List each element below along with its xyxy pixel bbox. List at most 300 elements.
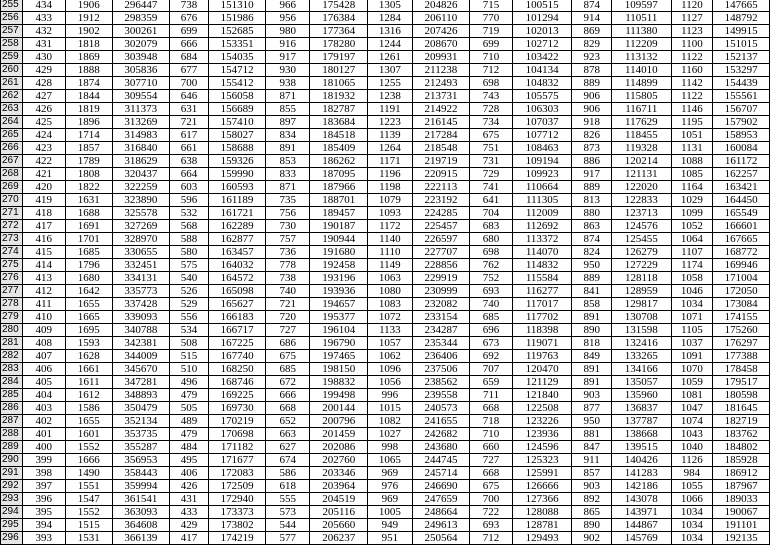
table-cell[interactable]: 101294 bbox=[512, 12, 572, 25]
table-cell[interactable]: 118455 bbox=[612, 129, 672, 142]
table-cell[interactable]: 1642 bbox=[65, 285, 113, 298]
table-cell[interactable]: 167665 bbox=[713, 233, 770, 246]
table-cell[interactable]: 417 bbox=[169, 532, 209, 545]
table-cell[interactable]: 1284 bbox=[368, 12, 413, 25]
table-cell[interactable]: 693 bbox=[470, 519, 513, 532]
table-cell[interactable]: 1085 bbox=[671, 168, 713, 181]
table-cell[interactable]: 966 bbox=[265, 0, 310, 12]
table-cell[interactable]: 496 bbox=[169, 376, 209, 389]
table-cell[interactable]: 903 bbox=[572, 389, 612, 402]
row-header-cell[interactable]: 263 bbox=[1, 103, 23, 116]
table-cell[interactable]: 889 bbox=[572, 272, 612, 285]
table-cell[interactable]: 185928 bbox=[713, 454, 770, 467]
table-cell[interactable]: 693 bbox=[470, 285, 513, 298]
table-cell[interactable]: 727 bbox=[470, 454, 513, 467]
table-cell[interactable]: 164572 bbox=[209, 272, 266, 285]
table-cell[interactable]: 163421 bbox=[713, 181, 770, 194]
table-cell[interactable]: 661 bbox=[169, 142, 209, 155]
table-cell[interactable]: 148792 bbox=[713, 12, 770, 25]
table-cell[interactable]: 540 bbox=[169, 272, 209, 285]
table-cell[interactable]: 664 bbox=[169, 168, 209, 181]
table-cell[interactable]: 415 bbox=[22, 246, 65, 259]
table-cell[interactable]: 1655 bbox=[65, 298, 113, 311]
table-cell[interactable]: 1091 bbox=[671, 350, 713, 363]
table-cell[interactable]: 125323 bbox=[512, 454, 572, 467]
table-cell[interactable]: 871 bbox=[265, 90, 310, 103]
table-cell[interactable]: 889 bbox=[572, 77, 612, 90]
table-cell[interactable]: 728 bbox=[470, 103, 513, 116]
table-cell[interactable]: 175428 bbox=[310, 0, 368, 12]
table-cell[interactable]: 698 bbox=[470, 77, 513, 90]
table-cell[interactable]: 881 bbox=[572, 428, 612, 441]
table-cell[interactable]: 203964 bbox=[310, 480, 368, 493]
table-cell[interactable]: 165098 bbox=[209, 285, 266, 298]
table-cell[interactable]: 151986 bbox=[209, 12, 266, 25]
table-cell[interactable]: 417 bbox=[22, 220, 65, 233]
table-cell[interactable]: 328970 bbox=[113, 233, 170, 246]
row-header-cell[interactable]: 288 bbox=[1, 428, 23, 441]
row-header-cell[interactable]: 293 bbox=[1, 493, 23, 506]
table-cell[interactable]: 238562 bbox=[412, 376, 470, 389]
table-cell[interactable]: 187966 bbox=[310, 181, 368, 194]
table-cell[interactable]: 707 bbox=[470, 363, 513, 376]
table-cell[interactable]: 950 bbox=[572, 259, 612, 272]
table-cell[interactable]: 1552 bbox=[65, 441, 113, 454]
table-cell[interactable]: 172050 bbox=[713, 285, 770, 298]
table-cell[interactable]: 1057 bbox=[368, 337, 413, 350]
table-cell[interactable]: 917 bbox=[265, 51, 310, 64]
table-cell[interactable]: 207426 bbox=[412, 25, 470, 38]
table-cell[interactable]: 1034 bbox=[671, 506, 713, 519]
table-cell[interactable]: 111305 bbox=[512, 194, 572, 207]
table-cell[interactable]: 318629 bbox=[113, 155, 170, 168]
table-cell[interactable]: 660 bbox=[470, 441, 513, 454]
table-cell[interactable]: 834 bbox=[265, 129, 310, 142]
table-cell[interactable]: 186262 bbox=[310, 155, 368, 168]
table-cell[interactable]: 730 bbox=[265, 220, 310, 233]
table-cell[interactable]: 209931 bbox=[412, 51, 470, 64]
table-cell[interactable]: 123226 bbox=[512, 415, 572, 428]
table-cell[interactable]: 218548 bbox=[412, 142, 470, 155]
table-cell[interactable]: 1238 bbox=[368, 90, 413, 103]
row-header-cell[interactable]: 272 bbox=[1, 220, 23, 233]
table-cell[interactable]: 429 bbox=[169, 519, 209, 532]
table-cell[interactable]: 711 bbox=[470, 389, 513, 402]
table-cell[interactable]: 227707 bbox=[412, 246, 470, 259]
table-cell[interactable]: 1146 bbox=[671, 103, 713, 116]
table-cell[interactable]: 580 bbox=[169, 246, 209, 259]
table-cell[interactable]: 196790 bbox=[310, 337, 368, 350]
table-cell[interactable]: 122020 bbox=[612, 181, 672, 194]
table-cell[interactable]: 419 bbox=[22, 194, 65, 207]
table-cell[interactable]: 112692 bbox=[512, 220, 572, 233]
table-cell[interactable]: 156689 bbox=[209, 103, 266, 116]
table-cell[interactable]: 177364 bbox=[310, 25, 368, 38]
table-cell[interactable]: 692 bbox=[470, 350, 513, 363]
row-header-cell[interactable]: 259 bbox=[1, 51, 23, 64]
table-cell[interactable]: 1070 bbox=[671, 363, 713, 376]
table-cell[interactable]: 155412 bbox=[209, 77, 266, 90]
table-cell[interactable]: 871 bbox=[265, 181, 310, 194]
table-cell[interactable]: 236406 bbox=[412, 350, 470, 363]
table-cell[interactable]: 666 bbox=[265, 389, 310, 402]
table-cell[interactable]: 121131 bbox=[612, 168, 672, 181]
table-cell[interactable]: 762 bbox=[470, 259, 513, 272]
table-cell[interactable]: 1015 bbox=[368, 402, 413, 415]
row-header-cell[interactable]: 258 bbox=[1, 38, 23, 51]
table-cell[interactable]: 140426 bbox=[612, 454, 672, 467]
table-cell[interactable]: 364608 bbox=[113, 519, 170, 532]
table-cell[interactable]: 813 bbox=[572, 194, 612, 207]
table-cell[interactable]: 891 bbox=[572, 311, 612, 324]
table-cell[interactable]: 1120 bbox=[671, 0, 713, 12]
table-cell[interactable]: 400 bbox=[22, 441, 65, 454]
table-cell[interactable]: 361541 bbox=[113, 493, 170, 506]
table-cell[interactable]: 778 bbox=[265, 259, 310, 272]
table-cell[interactable]: 108463 bbox=[512, 142, 572, 155]
table-cell[interactable]: 175260 bbox=[713, 324, 770, 337]
table-cell[interactable]: 111380 bbox=[612, 25, 672, 38]
table-cell[interactable]: 114832 bbox=[512, 259, 572, 272]
table-cell[interactable]: 544 bbox=[265, 519, 310, 532]
table-cell[interactable]: 398 bbox=[22, 467, 65, 480]
table-cell[interactable]: 668 bbox=[470, 402, 513, 415]
table-cell[interactable]: 618 bbox=[265, 480, 310, 493]
table-cell[interactable]: 113132 bbox=[612, 51, 672, 64]
table-cell[interactable]: 700 bbox=[470, 493, 513, 506]
table-cell[interactable]: 1191 bbox=[368, 103, 413, 116]
table-cell[interactable]: 309554 bbox=[113, 90, 170, 103]
table-cell[interactable]: 1034 bbox=[671, 532, 713, 545]
table-cell[interactable]: 172083 bbox=[209, 467, 266, 480]
table-cell[interactable]: 339093 bbox=[113, 311, 170, 324]
row-header-cell[interactable]: 281 bbox=[1, 337, 23, 350]
table-cell[interactable]: 923 bbox=[572, 51, 612, 64]
table-cell[interactable]: 683 bbox=[470, 220, 513, 233]
table-cell[interactable]: 116277 bbox=[512, 285, 572, 298]
table-cell[interactable]: 134166 bbox=[612, 363, 672, 376]
table-cell[interactable]: 526 bbox=[169, 285, 209, 298]
table-cell[interactable]: 303948 bbox=[113, 51, 170, 64]
table-cell[interactable]: 179197 bbox=[310, 51, 368, 64]
table-cell[interactable]: 1195 bbox=[671, 116, 713, 129]
table-cell[interactable]: 1515 bbox=[65, 519, 113, 532]
row-header-cell[interactable]: 290 bbox=[1, 454, 23, 467]
table-cell[interactable]: 345670 bbox=[113, 363, 170, 376]
table-cell[interactable]: 1072 bbox=[368, 311, 413, 324]
row-header-cell[interactable]: 271 bbox=[1, 207, 23, 220]
table-cell[interactable]: 171004 bbox=[713, 272, 770, 285]
table-cell[interactable]: 666 bbox=[169, 38, 209, 51]
table-cell[interactable]: 1888 bbox=[65, 64, 113, 77]
table-cell[interactable]: 1896 bbox=[65, 116, 113, 129]
table-cell[interactable]: 167740 bbox=[209, 350, 266, 363]
table-cell[interactable]: 1307 bbox=[368, 64, 413, 77]
table-cell[interactable]: 355287 bbox=[113, 441, 170, 454]
table-cell[interactable]: 168772 bbox=[713, 246, 770, 259]
row-header-cell[interactable]: 296 bbox=[1, 532, 23, 545]
table-cell[interactable]: 162877 bbox=[209, 233, 266, 246]
table-cell[interactable]: 132416 bbox=[612, 337, 672, 350]
table-cell[interactable]: 722 bbox=[470, 506, 513, 519]
table-cell[interactable]: 180598 bbox=[713, 389, 770, 402]
table-cell[interactable]: 672 bbox=[265, 376, 310, 389]
table-cell[interactable]: 409 bbox=[22, 324, 65, 337]
table-cell[interactable]: 735 bbox=[265, 194, 310, 207]
table-cell[interactable]: 880 bbox=[572, 207, 612, 220]
table-cell[interactable]: 195377 bbox=[310, 311, 368, 324]
table-cell[interactable]: 710 bbox=[470, 428, 513, 441]
table-cell[interactable]: 110511 bbox=[612, 12, 672, 25]
table-cell[interactable]: 212493 bbox=[412, 77, 470, 90]
table-cell[interactable]: 515 bbox=[169, 350, 209, 363]
table-cell[interactable]: 826 bbox=[572, 129, 612, 142]
table-cell[interactable]: 891 bbox=[572, 363, 612, 376]
table-cell[interactable]: 1695 bbox=[65, 324, 113, 337]
table-cell[interactable]: 433 bbox=[169, 506, 209, 519]
table-cell[interactable]: 237506 bbox=[412, 363, 470, 376]
table-cell[interactable]: 1688 bbox=[65, 207, 113, 220]
table-cell[interactable]: 307710 bbox=[113, 77, 170, 90]
table-cell[interactable]: 189457 bbox=[310, 207, 368, 220]
table-cell[interactable]: 204519 bbox=[310, 493, 368, 506]
row-header-cell[interactable]: 277 bbox=[1, 285, 23, 298]
table-cell[interactable]: 102712 bbox=[512, 38, 572, 51]
table-cell[interactable]: 214922 bbox=[412, 103, 470, 116]
table-cell[interactable]: 969 bbox=[368, 493, 413, 506]
table-cell[interactable]: 119763 bbox=[512, 350, 572, 363]
table-cell[interactable]: 340788 bbox=[113, 324, 170, 337]
table-cell[interactable]: 1055 bbox=[671, 480, 713, 493]
table-cell[interactable]: 677 bbox=[169, 64, 209, 77]
table-cell[interactable]: 1547 bbox=[65, 493, 113, 506]
table-cell[interactable]: 186912 bbox=[713, 467, 770, 480]
table-cell[interactable]: 1081 bbox=[671, 389, 713, 402]
table-cell[interactable]: 396 bbox=[22, 493, 65, 506]
table-cell[interactable]: 1255 bbox=[368, 77, 413, 90]
table-cell[interactable]: 314983 bbox=[113, 129, 170, 142]
table-cell[interactable]: 147665 bbox=[713, 0, 770, 12]
row-header-cell[interactable]: 257 bbox=[1, 25, 23, 38]
table-cell[interactable]: 120214 bbox=[612, 155, 672, 168]
table-cell[interactable]: 169946 bbox=[713, 259, 770, 272]
table-cell[interactable]: 176384 bbox=[310, 12, 368, 25]
table-cell[interactable]: 187095 bbox=[310, 168, 368, 181]
table-cell[interactable]: 1869 bbox=[65, 51, 113, 64]
table-cell[interactable]: 1043 bbox=[671, 428, 713, 441]
table-cell[interactable]: 322259 bbox=[113, 181, 170, 194]
table-cell[interactable]: 121129 bbox=[512, 376, 572, 389]
table-cell[interactable]: 110664 bbox=[512, 181, 572, 194]
row-header-cell[interactable]: 279 bbox=[1, 311, 23, 324]
table-cell[interactable]: 849 bbox=[572, 350, 612, 363]
table-cell[interactable]: 174219 bbox=[209, 532, 266, 545]
table-cell[interactable]: 356953 bbox=[113, 454, 170, 467]
table-cell[interactable]: 228856 bbox=[412, 259, 470, 272]
table-cell[interactable]: 166601 bbox=[713, 220, 770, 233]
table-cell[interactable]: 532 bbox=[169, 207, 209, 220]
table-cell[interactable]: 163457 bbox=[209, 246, 266, 259]
table-cell[interactable]: 190067 bbox=[713, 506, 770, 519]
table-cell[interactable]: 174155 bbox=[713, 311, 770, 324]
table-cell[interactable]: 114899 bbox=[612, 77, 672, 90]
table-cell[interactable]: 596 bbox=[169, 194, 209, 207]
table-cell[interactable]: 1174 bbox=[671, 259, 713, 272]
table-cell[interactable]: 135960 bbox=[612, 389, 672, 402]
table-cell[interactable]: 1099 bbox=[671, 207, 713, 220]
table-cell[interactable]: 172940 bbox=[209, 493, 266, 506]
table-cell[interactable]: 699 bbox=[470, 38, 513, 51]
table-cell[interactable]: 1080 bbox=[368, 285, 413, 298]
table-cell[interactable]: 1666 bbox=[65, 454, 113, 467]
table-cell[interactable]: 906 bbox=[572, 90, 612, 103]
table-cell[interactable]: 161721 bbox=[209, 207, 266, 220]
table-cell[interactable]: 1661 bbox=[65, 363, 113, 376]
table-cell[interactable]: 197465 bbox=[310, 350, 368, 363]
table-cell[interactable]: 1062 bbox=[368, 350, 413, 363]
table-cell[interactable]: 250564 bbox=[412, 532, 470, 545]
table-cell[interactable]: 193936 bbox=[310, 285, 368, 298]
table-cell[interactable]: 495 bbox=[169, 454, 209, 467]
row-header-cell[interactable]: 269 bbox=[1, 181, 23, 194]
table-cell[interactable]: 1593 bbox=[65, 337, 113, 350]
table-cell[interactable]: 219719 bbox=[412, 155, 470, 168]
table-cell[interactable]: 213731 bbox=[412, 90, 470, 103]
table-cell[interactable]: 119071 bbox=[512, 337, 572, 350]
table-cell[interactable]: 394 bbox=[22, 519, 65, 532]
table-cell[interactable]: 178280 bbox=[310, 38, 368, 51]
table-cell[interactable]: 1107 bbox=[671, 246, 713, 259]
table-cell[interactable]: 223192 bbox=[412, 194, 470, 207]
table-cell[interactable]: 699 bbox=[169, 25, 209, 38]
table-cell[interactable]: 205116 bbox=[310, 506, 368, 519]
table-cell[interactable]: 217284 bbox=[412, 129, 470, 142]
table-cell[interactable]: 631 bbox=[169, 103, 209, 116]
table-cell[interactable]: 902 bbox=[572, 532, 612, 545]
row-header-cell[interactable]: 282 bbox=[1, 350, 23, 363]
table-cell[interactable]: 112209 bbox=[612, 38, 672, 51]
table-cell[interactable]: 126279 bbox=[612, 246, 672, 259]
table-cell[interactable]: 196104 bbox=[310, 324, 368, 337]
table-cell[interactable]: 135057 bbox=[612, 376, 672, 389]
row-header-cell[interactable]: 266 bbox=[1, 142, 23, 155]
table-cell[interactable]: 906 bbox=[572, 103, 612, 116]
table-cell[interactable]: 685 bbox=[265, 363, 310, 376]
table-cell[interactable]: 226597 bbox=[412, 233, 470, 246]
table-cell[interactable]: 181932 bbox=[310, 90, 368, 103]
table-cell[interactable]: 577 bbox=[265, 532, 310, 545]
table-cell[interactable]: 712 bbox=[470, 64, 513, 77]
table-cell[interactable]: 225457 bbox=[412, 220, 470, 233]
table-cell[interactable]: 976 bbox=[368, 480, 413, 493]
table-cell[interactable]: 162257 bbox=[713, 168, 770, 181]
table-cell[interactable]: 1066 bbox=[671, 493, 713, 506]
table-cell[interactable]: 1005 bbox=[368, 506, 413, 519]
table-cell[interactable]: 1139 bbox=[368, 129, 413, 142]
table-cell[interactable]: 1088 bbox=[671, 155, 713, 168]
table-cell[interactable]: 144867 bbox=[612, 519, 672, 532]
table-cell[interactable]: 104134 bbox=[512, 64, 572, 77]
table-cell[interactable]: 235344 bbox=[412, 337, 470, 350]
table-cell[interactable]: 686 bbox=[265, 337, 310, 350]
table-cell[interactable]: 646 bbox=[169, 90, 209, 103]
table-cell[interactable]: 240573 bbox=[412, 402, 470, 415]
table-cell[interactable]: 1822 bbox=[65, 181, 113, 194]
table-cell[interactable]: 1027 bbox=[368, 428, 413, 441]
table-cell[interactable]: 434 bbox=[22, 0, 65, 12]
table-cell[interactable]: 857 bbox=[572, 467, 612, 480]
table-cell[interactable]: 125455 bbox=[612, 233, 672, 246]
table-cell[interactable]: 302079 bbox=[113, 38, 170, 51]
table-cell[interactable]: 199498 bbox=[310, 389, 368, 402]
table-cell[interactable]: 171182 bbox=[209, 441, 266, 454]
row-header-cell[interactable]: 280 bbox=[1, 324, 23, 337]
table-cell[interactable]: 892 bbox=[572, 493, 612, 506]
table-cell[interactable]: 903 bbox=[572, 480, 612, 493]
table-cell[interactable]: 103422 bbox=[512, 51, 572, 64]
table-cell[interactable]: 402 bbox=[22, 415, 65, 428]
table-cell[interactable]: 1701 bbox=[65, 233, 113, 246]
table-cell[interactable]: 673 bbox=[470, 337, 513, 350]
table-cell[interactable]: 489 bbox=[169, 415, 209, 428]
table-cell[interactable]: 1628 bbox=[65, 350, 113, 363]
table-cell[interactable]: 117629 bbox=[612, 116, 672, 129]
table-cell[interactable]: 152137 bbox=[713, 51, 770, 64]
table-cell[interactable]: 674 bbox=[265, 454, 310, 467]
table-cell[interactable]: 685 bbox=[470, 311, 513, 324]
table-cell[interactable]: 1665 bbox=[65, 311, 113, 324]
table-cell[interactable]: 751 bbox=[470, 142, 513, 155]
table-cell[interactable]: 403 bbox=[22, 402, 65, 415]
table-cell[interactable]: 114010 bbox=[612, 64, 672, 77]
table-cell[interactable]: 119328 bbox=[612, 142, 672, 155]
table-cell[interactable]: 911 bbox=[572, 454, 612, 467]
table-cell[interactable]: 123936 bbox=[512, 428, 572, 441]
table-cell[interactable]: 1133 bbox=[368, 324, 413, 337]
table-cell[interactable]: 1714 bbox=[65, 129, 113, 142]
table-cell[interactable]: 675 bbox=[470, 480, 513, 493]
table-cell[interactable]: 721 bbox=[169, 116, 209, 129]
table-cell[interactable]: 133265 bbox=[612, 350, 672, 363]
table-cell[interactable]: 727 bbox=[265, 324, 310, 337]
table-cell[interactable]: 334131 bbox=[113, 272, 170, 285]
table-cell[interactable]: 949 bbox=[368, 519, 413, 532]
row-header-cell[interactable]: 284 bbox=[1, 376, 23, 389]
row-header-cell[interactable]: 260 bbox=[1, 64, 23, 77]
table-cell[interactable]: 399 bbox=[22, 454, 65, 467]
table-cell[interactable]: 244745 bbox=[412, 454, 470, 467]
table-cell[interactable]: 426 bbox=[22, 103, 65, 116]
table-cell[interactable]: 166717 bbox=[209, 324, 266, 337]
table-cell[interactable]: 1029 bbox=[671, 194, 713, 207]
table-cell[interactable]: 169225 bbox=[209, 389, 266, 402]
table-cell[interactable]: 109923 bbox=[512, 168, 572, 181]
table-cell[interactable]: 1305 bbox=[368, 0, 413, 12]
table-cell[interactable]: 348893 bbox=[113, 389, 170, 402]
table-cell[interactable]: 158027 bbox=[209, 129, 266, 142]
table-cell[interactable]: 161172 bbox=[713, 155, 770, 168]
table-cell[interactable]: 127366 bbox=[512, 493, 572, 506]
table-cell[interactable]: 187967 bbox=[713, 480, 770, 493]
table-cell[interactable]: 165549 bbox=[713, 207, 770, 220]
row-header-cell[interactable]: 268 bbox=[1, 168, 23, 181]
table-cell[interactable]: 414 bbox=[22, 259, 65, 272]
table-cell[interactable]: 107037 bbox=[512, 116, 572, 129]
table-cell[interactable]: 700 bbox=[169, 77, 209, 90]
table-cell[interactable]: 1047 bbox=[671, 402, 713, 415]
table-cell[interactable]: 189033 bbox=[713, 493, 770, 506]
table-cell[interactable]: 428 bbox=[22, 77, 65, 90]
